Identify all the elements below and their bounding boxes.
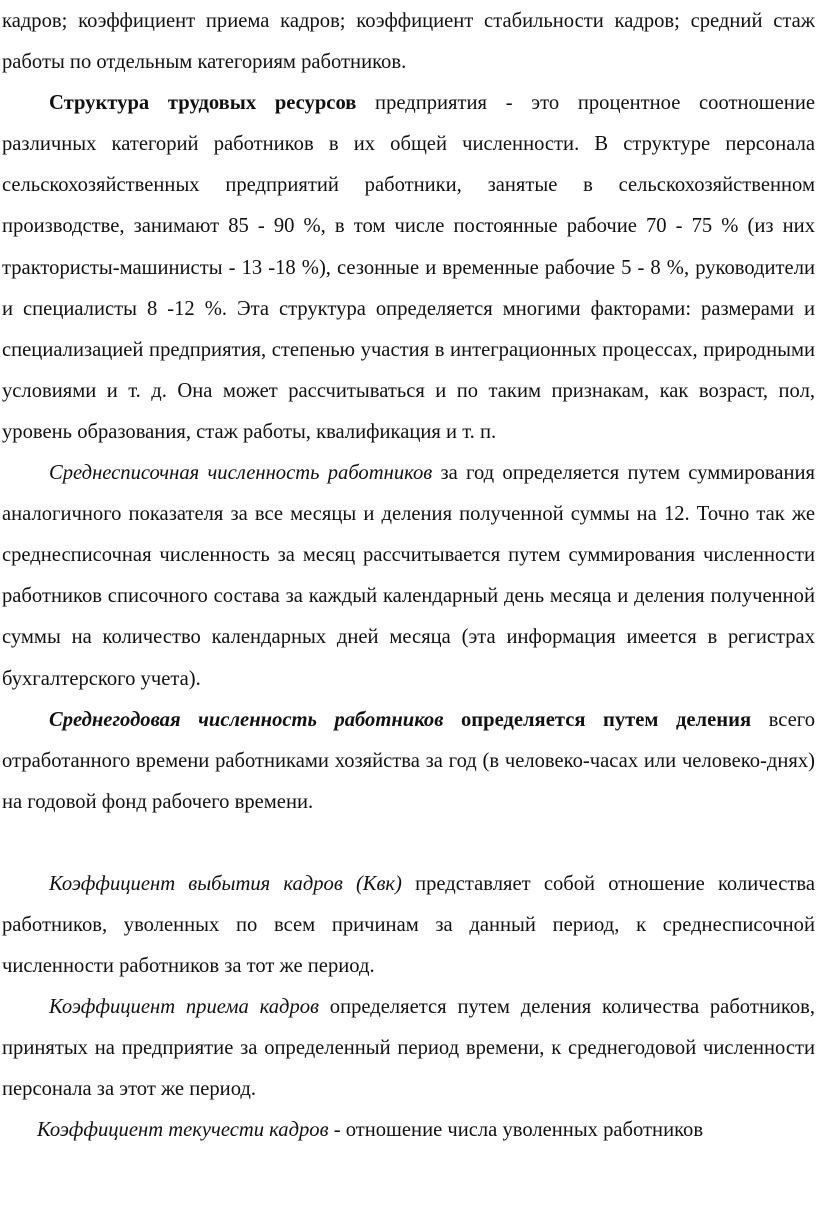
document-page [2, 0, 815, 1152]
paragraph-1-text: кадров; коэффициент приема кадров; коэффициент стабильности кадров; средний стаж работы по отдельным категориям работников. [2, 10, 815, 74]
paragraph-hiring-ratio-text: определяется путем деления количества работников, принятых на предприятие за определенный период времени, к среднегодовой численности персонала за этот же период. [2, 996, 815, 1101]
paragraph-turnover-ratio [2, 1110, 815, 1151]
term-structure: Структура трудовых ресурсов [49, 92, 357, 115]
term-avg-annual-count: Среднегодовая численность работников [49, 708, 444, 731]
paragraph-avg-annual-count [2, 700, 815, 823]
paragraph-hiring-ratio [2, 987, 815, 1110]
paragraph-attrition-ratio [2, 864, 815, 987]
paragraph-structure-text: предприятия - это процентное соотношение различных категорий работников в их общей численности. В структуре персонала сельскохозяйственных предприятий работники, занятые в сельскохозяйственном производстве, занимают 85 - 90 %, в том числе постоянные рабочие 70 - 75 % (из них трактористы-машинисты - 13 -18 %), сезонные и временные рабочие 5 - 8 %, руководители и специалисты 8 -12 %. Эта структура определяется многими факторами: размерами и специализацией предприятия, степенью участия в интеграционных процессах, природными условиями и т. д. Она может рассчитываться и по таким признакам, как возраст, пол, уровень образования, стаж работы, квалификация и т. п. [2, 92, 815, 443]
paragraph-avg-annual-bold: определяется путем деления [443, 708, 752, 731]
paragraph-avg-list-count [2, 453, 815, 700]
paragraph-1 [2, 1, 815, 83]
term-turnover-ratio: Коэффициент текучести кадров [37, 1119, 329, 1142]
paragraph-attrition-ratio-text: представляет собой отношение количества работников, уволенных по всем причинам за данный период, к среднесписочной численности работников за тот же период. [2, 872, 815, 978]
paragraph-turnover-ratio-text: - отношение числа уволенных работников [328, 1119, 704, 1142]
paragraph-structure [2, 83, 815, 453]
term-hiring-ratio: Коэффициент приема кадров [49, 996, 319, 1019]
term-attrition-ratio: Коэффициент выбытия кадров (Квк) [49, 872, 402, 895]
term-avg-list-count: Среднесписочная численность работников [49, 462, 433, 485]
paragraph-avg-annual-text: всего отработанного времени работниками хозяйства за год (в человеко-часах или человеко-днях) на годовой фонд рабочего времени. [2, 708, 816, 813]
paragraph-avg-list-count-text: за год определяется путем суммирования аналогичного показателя за все месяцы и деления полученной суммы на 12. Точно так же среднесписочная численность за месяц рассчитывается путем суммирования численности работников списочного состава за каждый календарный день месяца и деления полученной суммы на количество календарных дней месяца (эта информация имеется в регистрах бухгалтерского учета). [2, 462, 815, 690]
